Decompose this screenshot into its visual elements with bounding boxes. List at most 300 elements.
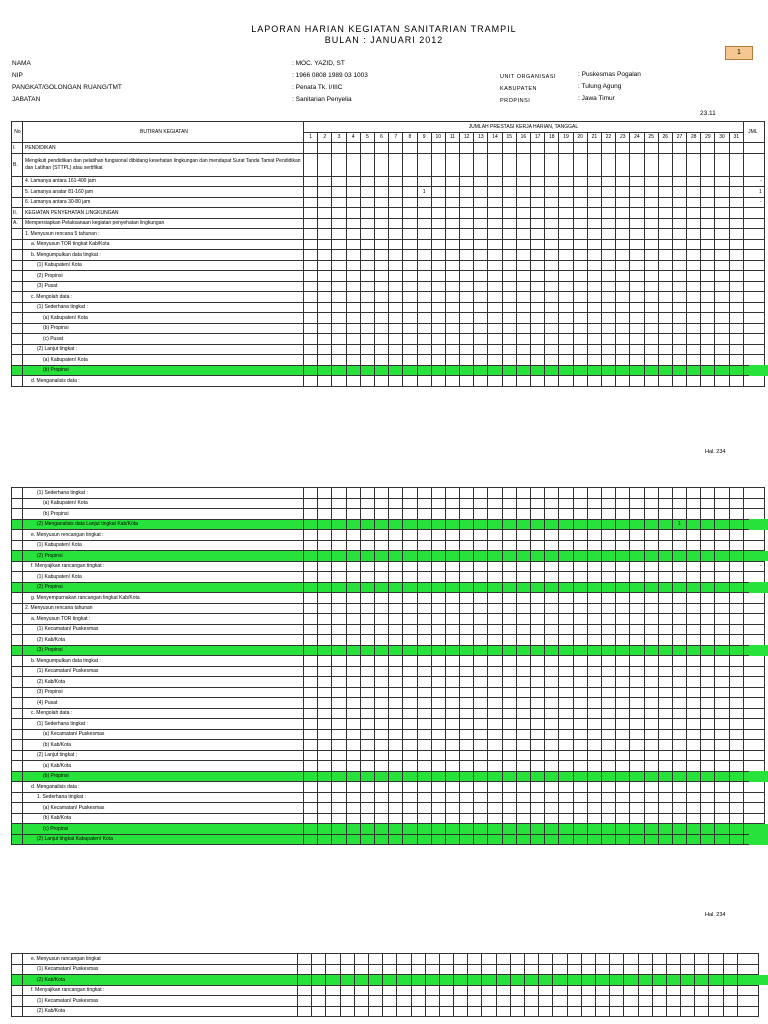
day-cell[interactable] <box>658 687 672 698</box>
day-cell[interactable] <box>687 761 701 772</box>
day-cell[interactable] <box>332 313 346 324</box>
day-cell[interactable] <box>431 208 445 219</box>
day-cell[interactable] <box>360 355 374 366</box>
day-cell[interactable] <box>346 239 360 250</box>
day-cell[interactable] <box>389 624 403 635</box>
day-cell[interactable] <box>531 614 545 625</box>
day-cell[interactable] <box>474 593 488 604</box>
day-cell[interactable] <box>374 302 388 313</box>
day-cell[interactable] <box>318 302 332 313</box>
day-cell[interactable] <box>701 645 715 656</box>
day-cell[interactable] <box>729 530 743 541</box>
day-cell[interactable] <box>644 509 658 520</box>
day-cell[interactable] <box>389 593 403 604</box>
day-cell[interactable] <box>403 313 417 324</box>
day-cell[interactable] <box>687 143 701 154</box>
day-cell[interactable] <box>431 593 445 604</box>
day-cell[interactable] <box>474 624 488 635</box>
day-cell[interactable] <box>403 488 417 499</box>
day-cell[interactable] <box>701 313 715 324</box>
day-cell[interactable] <box>502 509 516 520</box>
day-cell[interactable] <box>304 498 318 509</box>
day-cell[interactable] <box>658 645 672 656</box>
day-cell[interactable] <box>587 488 601 499</box>
day-cell[interactable] <box>360 229 374 240</box>
day-cell[interactable] <box>374 824 388 835</box>
day-cell[interactable] <box>701 561 715 572</box>
day-cell[interactable] <box>630 344 644 355</box>
day-cell[interactable] <box>346 614 360 625</box>
day-cell[interactable] <box>587 666 601 677</box>
day-cell[interactable] <box>502 666 516 677</box>
day-cell[interactable] <box>616 376 630 387</box>
day-cell[interactable] <box>587 323 601 334</box>
day-cell[interactable] <box>624 975 638 986</box>
day-cell[interactable] <box>346 197 360 208</box>
day-cell[interactable] <box>644 645 658 656</box>
day-cell[interactable] <box>403 229 417 240</box>
day-cell[interactable] <box>445 260 459 271</box>
day-cell[interactable] <box>658 239 672 250</box>
day-cell[interactable] <box>729 540 743 551</box>
day-cell[interactable] <box>488 803 502 814</box>
day-cell[interactable] <box>411 954 425 965</box>
day-cell[interactable] <box>687 771 701 782</box>
day-cell[interactable] <box>545 313 559 324</box>
day-cell[interactable] <box>445 530 459 541</box>
day-cell[interactable] <box>445 197 459 208</box>
day-cell[interactable] <box>516 334 530 345</box>
day-cell[interactable] <box>587 540 601 551</box>
day-cell[interactable] <box>624 985 638 996</box>
day-cell[interactable] <box>573 498 587 509</box>
day-cell[interactable] <box>516 229 530 240</box>
day-cell[interactable] <box>417 603 431 614</box>
day-cell[interactable] <box>658 271 672 282</box>
day-cell[interactable] <box>624 964 638 975</box>
day-cell[interactable] <box>630 334 644 345</box>
day-cell[interactable] <box>389 761 403 772</box>
day-cell[interactable] <box>332 344 346 355</box>
day-cell[interactable] <box>346 677 360 688</box>
day-cell[interactable] <box>488 302 502 313</box>
day-cell[interactable] <box>516 488 530 499</box>
day-cell[interactable] <box>403 666 417 677</box>
day-cell[interactable] <box>346 551 360 562</box>
day-cell[interactable] <box>445 792 459 803</box>
day-cell[interactable] <box>573 208 587 219</box>
day-cell[interactable] <box>460 323 474 334</box>
day-cell[interactable] <box>403 782 417 793</box>
day-cell[interactable] <box>403 656 417 667</box>
day-cell[interactable] <box>601 292 615 303</box>
day-cell[interactable] <box>687 593 701 604</box>
day-cell[interactable] <box>658 498 672 509</box>
day-cell[interactable] <box>474 729 488 740</box>
day-cell[interactable] <box>559 656 573 667</box>
day-cell[interactable] <box>318 530 332 541</box>
day-cell[interactable] <box>545 355 559 366</box>
day-cell[interactable] <box>332 208 346 219</box>
day-cell[interactable] <box>383 964 397 975</box>
day-cell[interactable] <box>687 624 701 635</box>
day-cell[interactable] <box>709 964 723 975</box>
day-cell[interactable] <box>474 302 488 313</box>
day-cell[interactable] <box>681 975 695 986</box>
day-cell[interactable] <box>610 985 624 996</box>
day-cell[interactable] <box>460 614 474 625</box>
day-cell[interactable] <box>573 540 587 551</box>
day-cell[interactable] <box>672 750 686 761</box>
day-cell[interactable] <box>658 187 672 198</box>
day-cell[interactable] <box>312 954 326 965</box>
day-cell[interactable] <box>445 551 459 562</box>
day-cell[interactable] <box>332 281 346 292</box>
day-cell[interactable] <box>474 645 488 656</box>
day-cell[interactable] <box>630 281 644 292</box>
day-cell[interactable] <box>332 323 346 334</box>
day-cell[interactable] <box>545 208 559 219</box>
day-cell[interactable] <box>729 250 743 261</box>
day-cell[interactable] <box>318 719 332 730</box>
day-cell[interactable] <box>332 624 346 635</box>
day-cell[interactable] <box>502 488 516 499</box>
day-cell[interactable] <box>374 530 388 541</box>
day-cell[interactable] <box>715 519 729 530</box>
day-cell[interactable] <box>630 656 644 667</box>
day-cell[interactable] <box>559 302 573 313</box>
day-cell[interactable] <box>488 824 502 835</box>
day-cell[interactable] <box>403 834 417 845</box>
day-cell[interactable] <box>332 302 346 313</box>
day-cell[interactable] <box>431 708 445 719</box>
day-cell[interactable] <box>403 771 417 782</box>
day-cell[interactable] <box>374 218 388 229</box>
day-cell[interactable] <box>715 729 729 740</box>
day-cell[interactable] <box>545 593 559 604</box>
day-cell[interactable] <box>630 176 644 187</box>
day-cell[interactable] <box>389 302 403 313</box>
day-cell[interactable] <box>389 176 403 187</box>
day-cell[interactable] <box>389 281 403 292</box>
day-cell[interactable] <box>417 687 431 698</box>
day-cell[interactable] <box>573 729 587 740</box>
day-cell[interactable] <box>729 208 743 219</box>
day-cell[interactable] <box>687 834 701 845</box>
day-cell[interactable] <box>445 813 459 824</box>
day-cell[interactable] <box>531 498 545 509</box>
day-cell[interactable] <box>687 488 701 499</box>
day-cell[interactable] <box>567 964 581 975</box>
day-cell[interactable] <box>701 334 715 345</box>
day-cell[interactable] <box>701 813 715 824</box>
day-cell[interactable] <box>460 281 474 292</box>
day-cell[interactable] <box>488 719 502 730</box>
day-cell[interactable] <box>687 302 701 313</box>
day-cell[interactable] <box>346 260 360 271</box>
day-cell[interactable] <box>601 624 615 635</box>
day-cell[interactable] <box>374 645 388 656</box>
day-cell[interactable] <box>403 376 417 387</box>
day-cell[interactable] <box>601 708 615 719</box>
day-cell[interactable] <box>318 260 332 271</box>
day-cell[interactable] <box>318 708 332 719</box>
day-cell[interactable] <box>332 218 346 229</box>
day-cell[interactable] <box>587 260 601 271</box>
day-cell[interactable] <box>460 313 474 324</box>
day-cell[interactable] <box>346 666 360 677</box>
day-cell[interactable] <box>587 813 601 824</box>
day-cell[interactable] <box>340 996 354 1007</box>
day-cell[interactable] <box>389 719 403 730</box>
day-cell[interactable] <box>616 813 630 824</box>
day-cell[interactable] <box>587 635 601 646</box>
day-cell[interactable] <box>431 302 445 313</box>
day-cell[interactable] <box>616 582 630 593</box>
day-cell[interactable] <box>672 143 686 154</box>
day-cell[interactable] <box>658 153 672 176</box>
day-cell[interactable] <box>346 334 360 345</box>
day-cell[interactable] <box>559 355 573 366</box>
day-cell[interactable] <box>729 803 743 814</box>
day-cell[interactable] <box>318 250 332 261</box>
day-cell[interactable] <box>389 614 403 625</box>
day-cell[interactable] <box>701 153 715 176</box>
day-cell[interactable] <box>559 750 573 761</box>
day-cell[interactable] <box>729 687 743 698</box>
day-cell[interactable] <box>354 996 368 1007</box>
day-cell[interactable] <box>460 187 474 198</box>
day-cell[interactable] <box>672 153 686 176</box>
day-cell[interactable] <box>729 666 743 677</box>
day-cell[interactable] <box>474 582 488 593</box>
day-cell[interactable] <box>715 551 729 562</box>
day-cell[interactable] <box>502 271 516 282</box>
day-cell[interactable] <box>666 996 680 1007</box>
day-cell[interactable] <box>332 582 346 593</box>
day-cell[interactable] <box>658 334 672 345</box>
day-cell[interactable] <box>715 698 729 709</box>
day-cell[interactable] <box>298 954 312 965</box>
day-cell[interactable] <box>644 187 658 198</box>
day-cell[interactable] <box>368 1006 382 1017</box>
day-cell[interactable] <box>715 271 729 282</box>
day-cell[interactable] <box>445 176 459 187</box>
day-cell[interactable] <box>638 954 652 965</box>
day-cell[interactable] <box>531 365 545 376</box>
day-cell[interactable] <box>545 176 559 187</box>
day-cell[interactable] <box>374 582 388 593</box>
day-cell[interactable] <box>595 964 609 975</box>
day-cell[interactable] <box>318 334 332 345</box>
day-cell[interactable] <box>587 624 601 635</box>
day-cell[interactable] <box>559 593 573 604</box>
day-cell[interactable] <box>644 624 658 635</box>
day-cell[interactable] <box>573 509 587 520</box>
day-cell[interactable] <box>723 975 737 986</box>
day-cell[interactable] <box>304 824 318 835</box>
day-cell[interactable] <box>630 572 644 583</box>
day-cell[interactable] <box>360 187 374 198</box>
day-cell[interactable] <box>460 603 474 614</box>
day-cell[interactable] <box>545 551 559 562</box>
day-cell[interactable] <box>587 614 601 625</box>
day-cell[interactable] <box>304 187 318 198</box>
day-cell[interactable] <box>417 561 431 572</box>
day-cell[interactable] <box>715 719 729 730</box>
day-cell[interactable] <box>403 645 417 656</box>
day-cell[interactable] <box>545 488 559 499</box>
day-cell[interactable] <box>346 593 360 604</box>
day-cell[interactable] <box>488 498 502 509</box>
day-cell[interactable] <box>573 292 587 303</box>
day-cell[interactable] <box>601 153 615 176</box>
day-cell[interactable] <box>701 792 715 803</box>
day-cell[interactable] <box>715 292 729 303</box>
day-cell[interactable] <box>360 614 374 625</box>
day-cell[interactable] <box>445 208 459 219</box>
day-cell[interactable] <box>672 176 686 187</box>
day-cell[interactable] <box>389 582 403 593</box>
day-cell[interactable] <box>298 985 312 996</box>
day-cell[interactable] <box>403 551 417 562</box>
day-cell[interactable] <box>488 239 502 250</box>
day-cell[interactable] <box>445 687 459 698</box>
day-cell[interactable] <box>531 656 545 667</box>
day-cell[interactable] <box>531 488 545 499</box>
day-cell[interactable] <box>644 488 658 499</box>
day-cell[interactable] <box>701 834 715 845</box>
day-cell[interactable] <box>403 698 417 709</box>
day-cell[interactable] <box>573 281 587 292</box>
day-cell[interactable] <box>531 813 545 824</box>
day-cell[interactable] <box>417 271 431 282</box>
day-cell[interactable] <box>417 530 431 541</box>
day-cell[interactable] <box>616 635 630 646</box>
day-cell[interactable] <box>658 250 672 261</box>
day-cell[interactable] <box>417 239 431 250</box>
day-cell[interactable] <box>488 509 502 520</box>
day-cell[interactable] <box>644 250 658 261</box>
day-cell[interactable] <box>715 677 729 688</box>
day-cell[interactable] <box>374 624 388 635</box>
day-cell[interactable] <box>360 656 374 667</box>
day-cell[interactable] <box>360 365 374 376</box>
day-cell[interactable] <box>445 782 459 793</box>
day-cell[interactable] <box>346 509 360 520</box>
day-cell[interactable] <box>616 719 630 730</box>
day-cell[interactable] <box>318 176 332 187</box>
day-cell[interactable] <box>701 187 715 198</box>
day-cell[interactable] <box>658 740 672 751</box>
day-cell[interactable] <box>715 656 729 667</box>
day-cell[interactable] <box>445 698 459 709</box>
day-cell[interactable] <box>630 143 644 154</box>
day-cell[interactable] <box>729 365 743 376</box>
day-cell[interactable] <box>360 334 374 345</box>
day-cell[interactable] <box>403 323 417 334</box>
day-cell[interactable] <box>474 761 488 772</box>
day-cell[interactable] <box>417 624 431 635</box>
day-cell[interactable] <box>417 355 431 366</box>
day-cell[interactable] <box>346 792 360 803</box>
day-cell[interactable] <box>346 813 360 824</box>
day-cell[interactable] <box>658 376 672 387</box>
day-cell[interactable] <box>729 498 743 509</box>
day-cell[interactable] <box>304 750 318 761</box>
day-cell[interactable] <box>687 551 701 562</box>
day-cell[interactable] <box>658 260 672 271</box>
day-cell[interactable] <box>630 624 644 635</box>
day-cell[interactable] <box>516 708 530 719</box>
day-cell[interactable] <box>658 792 672 803</box>
day-cell[interactable] <box>630 582 644 593</box>
day-cell[interactable] <box>624 996 638 1007</box>
day-cell[interactable] <box>715 624 729 635</box>
day-cell[interactable] <box>318 313 332 324</box>
day-cell[interactable] <box>304 540 318 551</box>
day-cell[interactable] <box>389 197 403 208</box>
day-cell[interactable] <box>601 488 615 499</box>
day-cell[interactable] <box>516 197 530 208</box>
day-cell[interactable] <box>672 572 686 583</box>
day-cell[interactable] <box>468 985 482 996</box>
day-cell[interactable] <box>616 624 630 635</box>
day-cell[interactable] <box>516 271 530 282</box>
day-cell[interactable] <box>460 292 474 303</box>
day-cell[interactable] <box>445 750 459 761</box>
day-cell[interactable] <box>687 376 701 387</box>
day-cell[interactable] <box>425 954 439 965</box>
day-cell[interactable] <box>723 996 737 1007</box>
day-cell[interactable] <box>630 677 644 688</box>
day-cell[interactable] <box>729 792 743 803</box>
day-cell[interactable] <box>630 540 644 551</box>
day-cell[interactable] <box>389 365 403 376</box>
day-cell[interactable] <box>431 530 445 541</box>
day-cell[interactable] <box>374 208 388 219</box>
day-cell[interactable] <box>601 540 615 551</box>
day-cell[interactable] <box>439 996 453 1007</box>
day-cell[interactable] <box>531 750 545 761</box>
day-cell[interactable] <box>474 355 488 366</box>
day-cell[interactable] <box>431 687 445 698</box>
day-cell[interactable] <box>644 197 658 208</box>
day-cell[interactable] <box>559 572 573 583</box>
day-cell[interactable] <box>431 719 445 730</box>
day-cell[interactable] <box>431 509 445 520</box>
day-cell[interactable] <box>601 187 615 198</box>
day-cell[interactable] <box>644 740 658 751</box>
day-cell[interactable] <box>715 593 729 604</box>
day-cell[interactable] <box>460 687 474 698</box>
day-cell[interactable] <box>709 975 723 986</box>
day-cell[interactable] <box>431 572 445 583</box>
day-cell[interactable] <box>346 572 360 583</box>
day-cell[interactable] <box>601 176 615 187</box>
day-cell[interactable] <box>559 281 573 292</box>
day-cell[interactable] <box>709 954 723 965</box>
day-cell[interactable] <box>403 498 417 509</box>
day-cell[interactable] <box>318 593 332 604</box>
day-cell[interactable] <box>559 187 573 198</box>
day-cell[interactable] <box>468 964 482 975</box>
day-cell[interactable] <box>431 603 445 614</box>
day-cell[interactable] <box>715 488 729 499</box>
day-cell[interactable] <box>374 498 388 509</box>
day-cell[interactable] <box>389 376 403 387</box>
day-cell[interactable] <box>502 344 516 355</box>
